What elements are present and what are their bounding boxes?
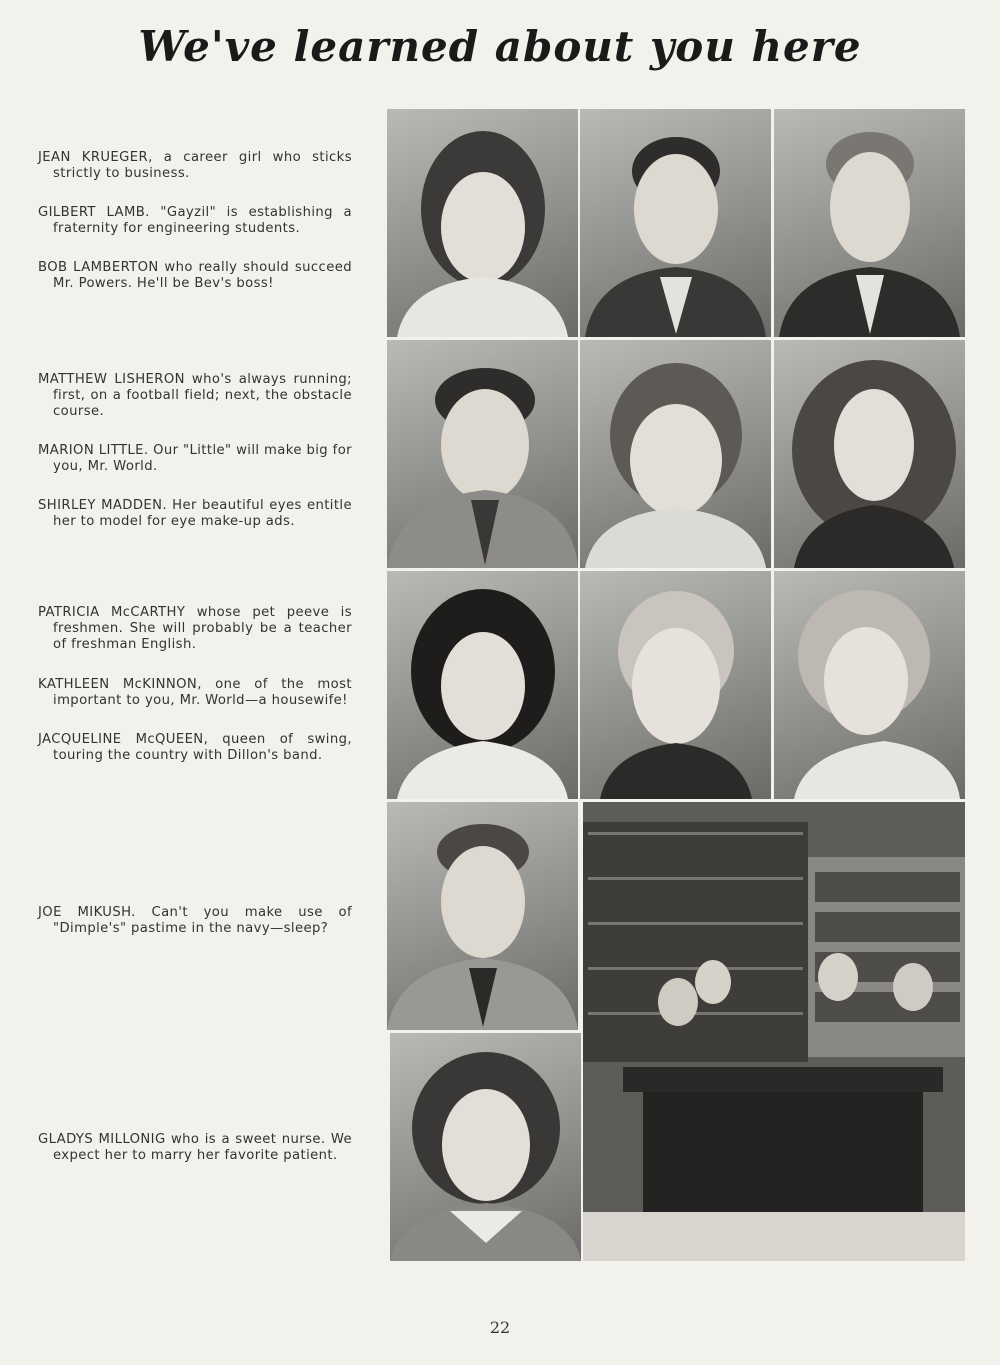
caption-jean-krueger: JEAN KRUEGER, a career girl who sticks strictly to business. xyxy=(38,150,352,181)
portrait-photo xyxy=(774,571,965,799)
caption-bob-lamberton: BOB LAMBERTON who really should succeed Mr. Powers. He'll be Bev's boss! xyxy=(38,260,352,291)
portrait-photo xyxy=(580,109,771,337)
page-title: We've learned about you here xyxy=(138,22,862,71)
caption-gladys-millonig: GLADYS MILLONIG who is a sweet nurse. We expect her to marry her favorite patient. xyxy=(38,1132,352,1163)
caption-matthew-lisheron: MATTHEW LISHERON who's always running; first, on a football field; next, the obstacle course. xyxy=(38,372,352,419)
portrait-photo xyxy=(390,1033,581,1261)
portrait-photo xyxy=(387,802,578,1030)
portrait-photo xyxy=(387,109,578,337)
portrait-photo xyxy=(580,340,771,568)
portrait-photo xyxy=(580,571,771,799)
portrait-photo xyxy=(774,109,965,337)
caption-shirley-madden: SHIRLEY MADDEN. Her beautiful eyes entitle her to model for eye make-up ads. xyxy=(38,498,352,529)
caption-kathleen-mckinnon: KATHLEEN McKINNON, one of the most important to you, Mr. World—a housewife! xyxy=(38,677,352,708)
portrait-photo xyxy=(387,340,578,568)
caption-joe-mikush: JOE MIKUSH. Can't you make use of "Dimple's" pastime in the navy—sleep? xyxy=(38,905,352,936)
caption-jacqueline-mcqueen: JACQUELINE McQUEEN, queen of swing, touring the country with Dillon's band. xyxy=(38,732,352,763)
portrait-photo xyxy=(387,571,578,799)
caption-patricia-mccarthy: PATRICIA McCARTHY whose pet peeve is freshmen. She will probably be a teacher of freshman English. xyxy=(38,605,352,652)
caption-marion-little: MARION LITTLE. Our "Little" will make big for you, Mr. World. xyxy=(38,443,352,474)
caption-gilbert-lamb: GILBERT LAMB. "Gayzil" is establishing a fraternity for engineering students. xyxy=(38,205,352,236)
library-photo xyxy=(583,802,965,1261)
page-number: 22 xyxy=(489,1318,511,1337)
portrait-photo xyxy=(774,340,965,568)
